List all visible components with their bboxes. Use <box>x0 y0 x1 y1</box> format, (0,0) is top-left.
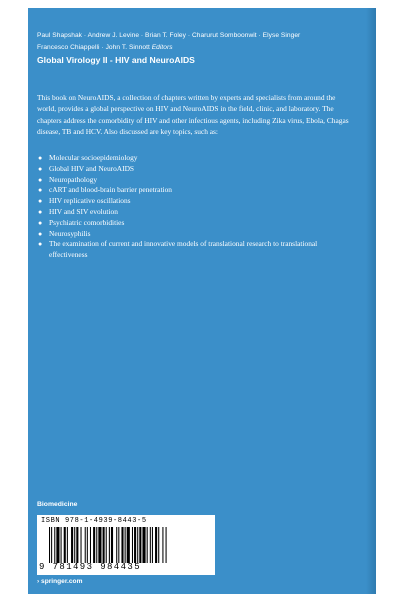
bullet-icon: ● <box>38 207 43 216</box>
barcode-bar <box>139 527 141 563</box>
barcode-bar <box>147 527 148 563</box>
topic-text: HIV replicative oscillations <box>49 196 131 206</box>
barcode-bar <box>85 527 86 563</box>
topic-text: HIV and SIV evolution <box>49 206 118 216</box>
barcode-panel <box>37 515 215 575</box>
barcode-bar <box>71 527 73 563</box>
topic-text: Neurosyphilis <box>49 228 91 238</box>
topic-item <box>37 164 355 175</box>
barcode-bar <box>90 527 91 563</box>
barcode-bar <box>166 527 167 563</box>
book-title: Global Virology II - HIV and NeuroAIDS <box>37 55 195 65</box>
barcode-bar <box>134 527 136 563</box>
book-description: This book on NeuroAIDS, a collection of chapters written by experts and specialists from around the world, provides a global perspective on HIV and NeuroAIDS in the field, clinic, and laboratory. The chapters address the comorbidity of HIV and other infectious agents, including Zika virus, Ebola, Chagas disease, TB and HCV. Also discussed are key topics, such as: <box>37 93 349 136</box>
barcode-bar <box>76 527 78 563</box>
topic-text: Global HIV and NeuroAIDS <box>49 163 135 173</box>
bullet-icon: ● <box>38 218 43 227</box>
topic-item <box>37 229 355 240</box>
bullet-icon: ● <box>38 154 43 162</box>
barcode-bar <box>64 527 66 563</box>
barcode-bar <box>54 527 55 563</box>
topic-item <box>37 239 355 261</box>
topic-item <box>37 153 355 164</box>
barcode-bar <box>162 527 163 563</box>
bullet-icon: ● <box>38 240 43 249</box>
bullet-icon: ● <box>38 229 43 238</box>
barcode-bar <box>103 527 105 563</box>
back-cover <box>28 8 376 594</box>
topic-text: Molecular socioepidemiology <box>49 153 138 162</box>
barcode-bar <box>93 527 95 563</box>
barcode-bar <box>142 527 145 563</box>
barcode-bar <box>125 527 126 563</box>
topic-item <box>37 196 355 207</box>
barcode-bar <box>150 527 151 563</box>
cover-edge-shade <box>366 8 376 594</box>
barcode-bar <box>111 527 113 563</box>
barcode-bar <box>155 527 157 563</box>
barcode-bar <box>87 527 88 563</box>
bullet-icon: ● <box>38 186 43 195</box>
barcode-bar <box>116 527 117 563</box>
barcode-bar <box>137 527 138 563</box>
barcode-bar <box>152 527 153 563</box>
barcode-bar <box>96 527 97 563</box>
barcode-bar <box>74 527 75 563</box>
barcode-bar <box>49 527 50 563</box>
topic-item <box>37 207 355 218</box>
barcode-bar <box>81 527 82 563</box>
editor-names: Paul Shapshak · Andrew J. Levine · Brian T. Foley · Charurut Somboonwit · Elyse Singer <box>37 32 301 39</box>
barcode-bar <box>127 527 130 563</box>
barcode-bar <box>158 527 159 563</box>
barcode-bar <box>109 527 110 563</box>
topic-text: Psychiatric comorbidities <box>49 217 125 227</box>
topic-text: cART and blood-brain barrier penetration <box>49 185 172 195</box>
barcode-bar <box>106 527 107 563</box>
barcode-bars <box>49 527 209 563</box>
editors-block <box>37 30 367 54</box>
barcode-bar <box>67 527 68 563</box>
barcode-bar <box>118 527 119 563</box>
topic-item <box>37 175 355 186</box>
topic-text: The examination of current and innovative models of translational research to translational effectiveness <box>49 239 318 260</box>
subject-category: Biomedicine <box>37 501 78 508</box>
barcode-bar <box>121 527 123 563</box>
editors-role: Editors <box>151 44 173 51</box>
bullet-icon: ● <box>38 197 43 206</box>
topic-text: Neuropathology <box>49 174 98 184</box>
barcode-bar <box>61 527 62 563</box>
topic-item <box>37 218 355 229</box>
bullet-icon: ● <box>38 175 43 184</box>
topic-list <box>37 153 355 261</box>
barcode-bar <box>51 527 52 563</box>
barcode-digits: 9 781493 984435 <box>39 562 142 572</box>
topic-item <box>37 185 355 196</box>
barcode-bar <box>132 527 133 563</box>
isbn-label: ISBN 978-1-4939-8443-5 <box>41 517 147 525</box>
bullet-icon: ● <box>38 164 43 173</box>
editor-names-cont: Francesco Chiappelli · John T. Sinnott <box>37 44 150 51</box>
editor-names-line2 <box>37 42 367 54</box>
publisher-url: › springer.com <box>37 578 83 585</box>
barcode-bar <box>98 527 101 563</box>
barcode-bar <box>56 527 59 563</box>
